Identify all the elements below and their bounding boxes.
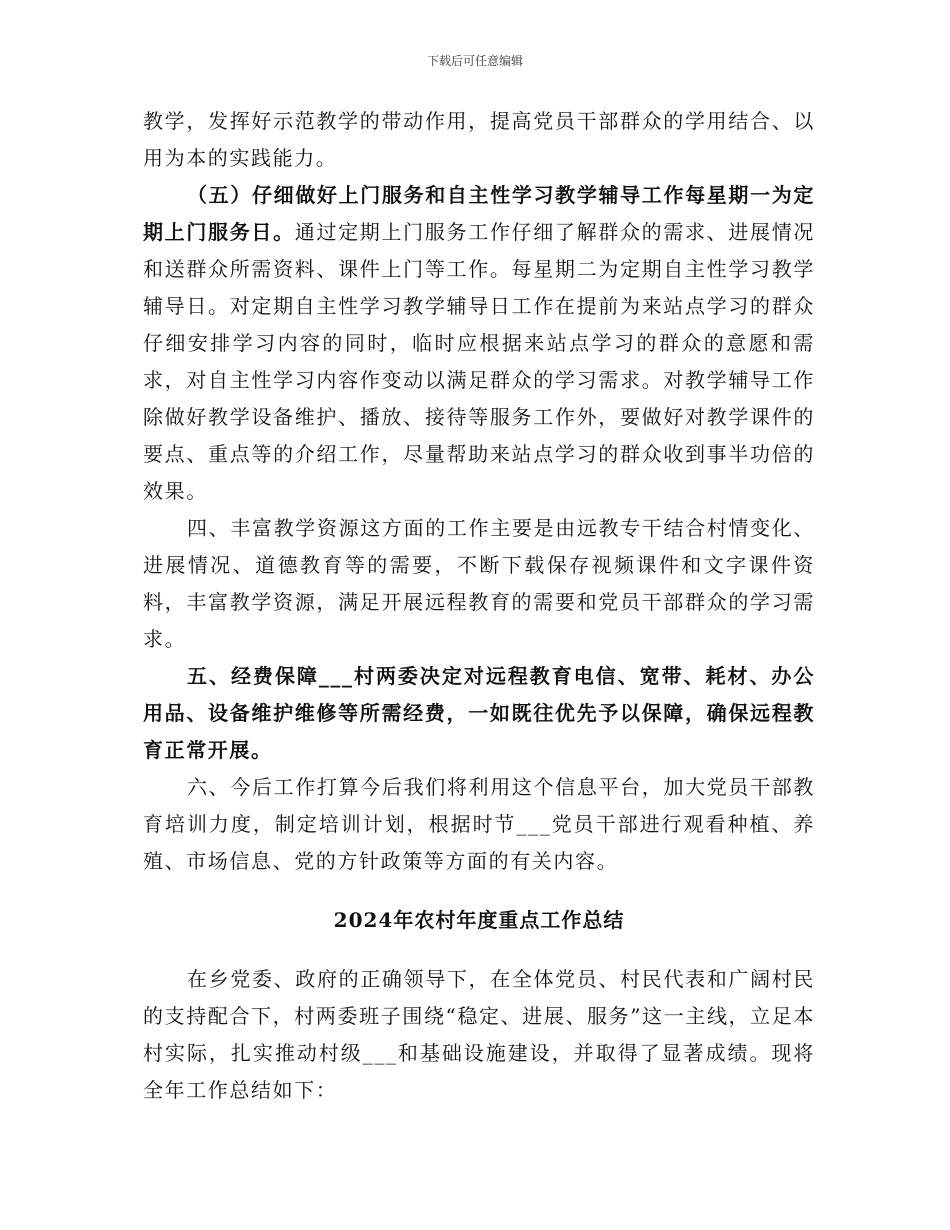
paragraph-3: 四、丰富教学资源这方面的工作主要是由远教专干结合村情变化、进展情况、道德教育等的需要，不断下载保存视频课件和文字课件资料，丰富教学资源，满足开展远程教育的需要和党员干部群众的学习需求。 xyxy=(143,516,815,651)
paragraph-2-body: 通过定期上门服务工作仔细了解群众的需求、进展情况和送群众所需资料、课件上门等工作。每星期二为定期自主性学习教学辅导日。对定期自主性学习教学辅导日工作在提前为来站点学习的群众仔细安排学习内容的同时，临时应根据来站点学习的群众的意愿和需求，对自主性学习内容作变动以满足群众的学习需求。对教学辅导工作除做好教学设备维护、播放、接待等服务工作外，要做好对教学课件的要点、重点等的介绍工作，尽量帮助来站点学习的群众收到事半功倍的效果。 xyxy=(143,220,815,503)
section-title: 2024年农村年度重点工作总结 xyxy=(333,908,625,932)
paragraph-2 xyxy=(143,177,815,510)
paragraph-2-heading: （五）仔细做好上门服务和自主性学习教学辅导工作每星期一为定期上门服务日。 xyxy=(143,183,815,244)
document-body xyxy=(143,103,815,1109)
paragraph-5: 六、今后工作打算今后我们将利用这个信息平台，加大党员干部教育培训力度，制定培训计划，根据时节___党员干部进行观看种植、养殖、市场信息、党的方针政策等方面的有关内容。 xyxy=(143,775,815,873)
paragraph-6: 在乡党委、政府的正确领导下，在全体党员、村民代表和广阔村民的支持配合下，村两委班子围绕“稳定、进展、服务”这一主线，立足本村实际，扎实推动村级___和基础设施建设，并取得了显著成绩。现将全年工作总结如下： xyxy=(143,967,815,1102)
paragraph-1: 教学，发挥好示范教学的带动作用，提高党员干部群众的学用结合、以用为本的实践能力。 xyxy=(143,109,815,170)
page-header: 下载后可任意编辑 xyxy=(426,54,523,68)
paragraph-4: 五、经费保障___村两委决定对远程教育电信、宽带、耗材、办公用品、设备维护维修等所需经费，一如既往优先予以保障，确保远程教育正常开展。 xyxy=(143,664,815,762)
